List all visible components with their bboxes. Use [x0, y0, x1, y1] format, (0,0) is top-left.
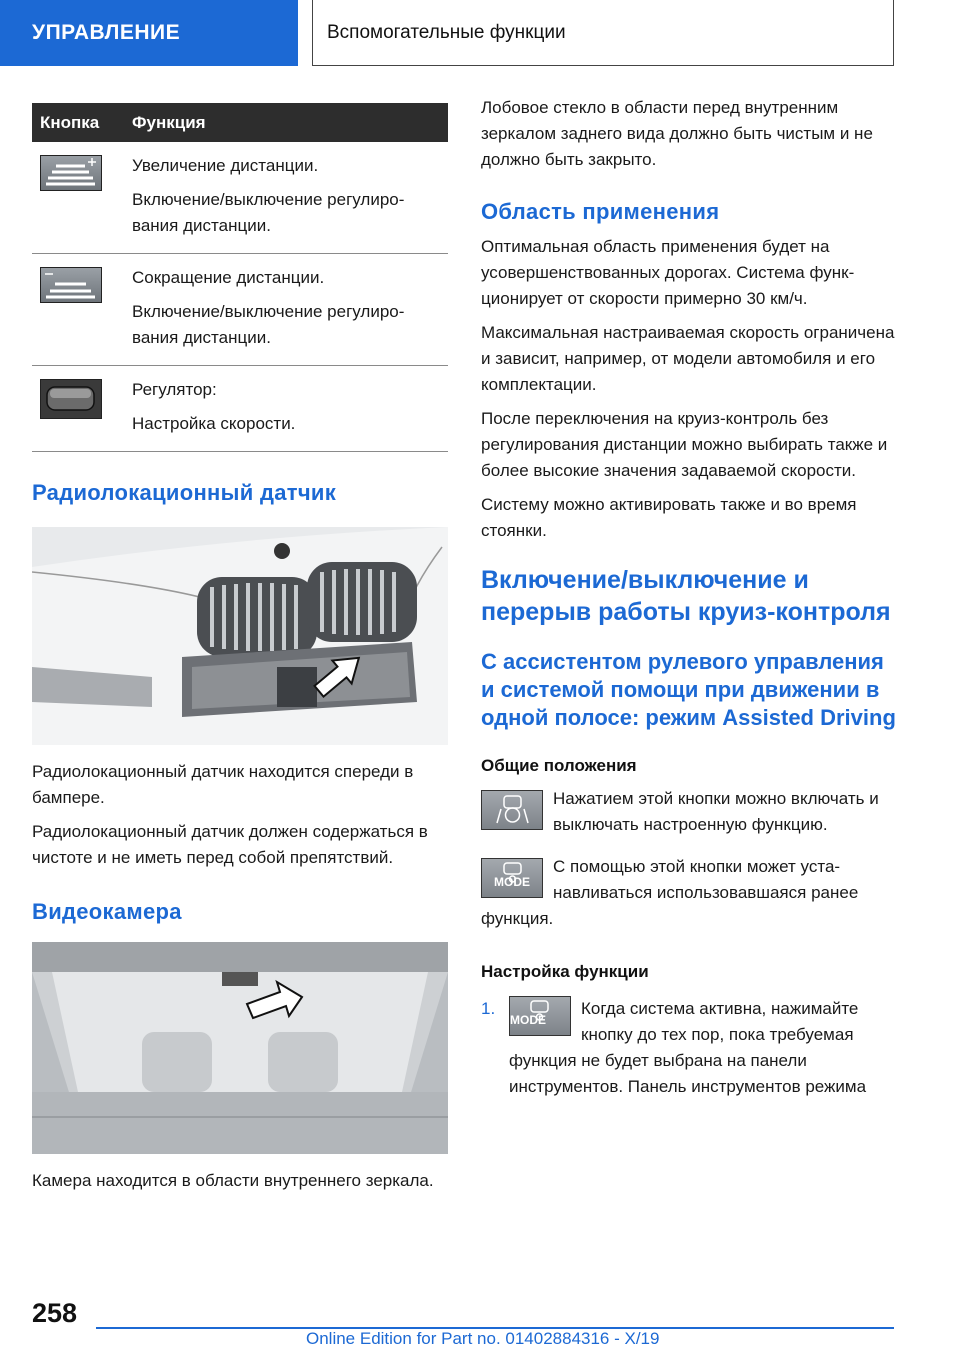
camera-location-image: [32, 942, 448, 1154]
distance-decrease-icon: [40, 267, 102, 303]
step-1-text: Когда система активна, нажимайте кнопку до тех пор, пока требуемая функция не будет выбрана на панели инструментов. Панель инструментов режима: [509, 999, 867, 1096]
radar-heading: Радиолокационный датчик: [32, 480, 337, 505]
row-title: Увеличение дистанции.: [132, 156, 319, 175]
distance-increase-icon: [40, 155, 102, 191]
table-row: [32, 142, 448, 254]
row-desc: Включение/выключение регулирования дистанции.: [132, 302, 405, 347]
mode-label: MODE: [510, 1013, 546, 1027]
area-heading: Область применения: [481, 199, 720, 224]
camera-heading: Видеокамера: [32, 899, 182, 924]
col-header-function: Функция: [132, 103, 448, 142]
table-row: [32, 366, 448, 452]
general-heading: Общие положения: [481, 756, 637, 775]
area-paragraph-1: Оптимальная область применения будет на усовершенствованных дорогах. Система функционирует от скорости примерно 30 км/ч.: [481, 237, 855, 308]
table-row: [32, 254, 448, 366]
row-desc: Включение/выключение регулирования дистанции.: [132, 190, 405, 235]
step-1: [481, 996, 901, 1100]
rocker-switch-icon: [40, 379, 102, 419]
general-paragraph-2-block: [481, 854, 901, 932]
setup-heading: Настройка функции: [481, 962, 649, 981]
footer-edition: Online Edition for Part no. 01402884316 - X/19: [306, 1329, 660, 1348]
general-paragraph-2: С помощью этой кнопки может устанавливаться использовавшаяся ранее функция.: [481, 857, 859, 928]
assist-button-icon: [481, 790, 543, 830]
col-header-button: Кнопка: [32, 103, 132, 142]
onoff-heading: Включение/выключение и перерыв работы круиз-контроля: [481, 566, 891, 626]
area-paragraph-4: Систему можно активировать также и во время стоянки.: [481, 495, 857, 540]
general-paragraph-1: Нажатием этой кнопки можно включать и выключать настроенную функцию.: [553, 789, 879, 834]
general-paragraph-1-block: [481, 786, 901, 838]
mode-button-icon: [481, 858, 543, 898]
camera-paragraph-1: Камера находится в области внутреннего зеркала.: [32, 1171, 434, 1190]
mode-button-icon: [509, 996, 571, 1036]
page-number: 258: [32, 1298, 78, 1328]
chapter-title: Вспомогательные функции: [312, 0, 894, 66]
area-paragraph-3: После переключения на круиз-контроль без регулирования дистанции можно выбирать также и более высокие значения задаваемой скорости.: [481, 409, 888, 480]
area-paragraph-2: Максимальная настраиваемая скорость ограничена и зависит, например, от модели автомобиля и его комплектации.: [481, 323, 895, 394]
row-desc: Настройка скорости.: [132, 414, 296, 433]
radar-paragraph-2: Радиолокационный датчик должен содержаться в чистоте и не иметь перед собой препятствий.: [32, 822, 428, 867]
step-number: 1.: [481, 999, 496, 1018]
button-function-table: [32, 103, 448, 452]
right-column: [481, 95, 901, 1100]
row-title: Сокращение дистанции.: [132, 268, 325, 287]
radar-paragraph-1: Радиолокационный датчик находится спереди в бампере.: [32, 762, 414, 807]
left-column: [32, 103, 448, 1202]
assisted-driving-heading: С ассистентом рулевого управления и системой помощи при движении в одной полосе: режим Assisted Driving: [481, 649, 896, 730]
section-tab: УПРАВЛЕНИЕ: [0, 0, 298, 66]
row-title: Регулятор:: [132, 380, 217, 399]
mode-label: MODE: [494, 875, 530, 889]
windshield-paragraph: Лобовое стекло в области перед внутренним зеркалом заднего вида должно быть чистым и не должно быть закрыто.: [481, 98, 873, 169]
radar-sensor-image: [32, 527, 448, 745]
